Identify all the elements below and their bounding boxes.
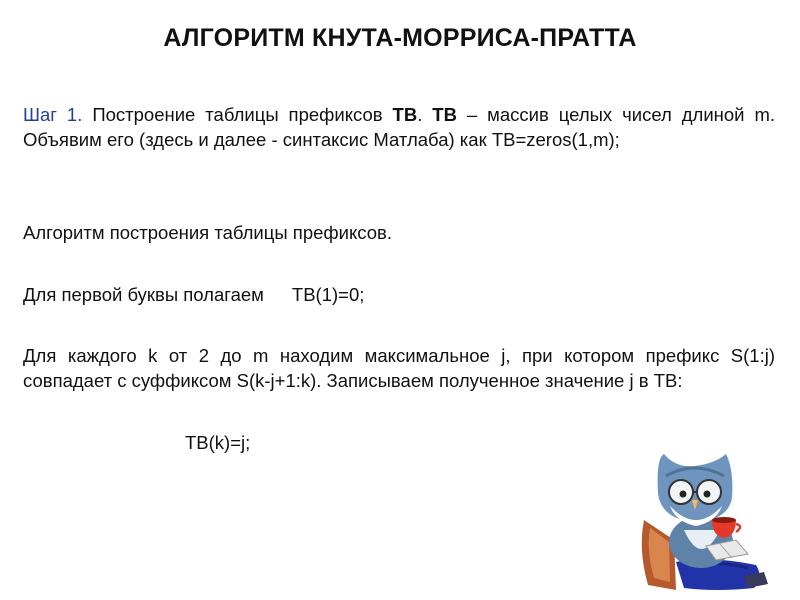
step1-text-c: – массив целых чисел длиной m. Объявим его (здесь и далее - синтаксис Матлаба) как TB=zeros(1,m); (23, 104, 775, 150)
step1-text-a: Построение таблицы префиксов (82, 104, 393, 125)
step1-text-b: . (417, 104, 433, 125)
first-letter-code: TB(1)=0; (291, 284, 365, 305)
step1-label: Шаг 1. (23, 104, 83, 125)
owl-professor-with-cup-icon (636, 450, 776, 595)
loop-description-paragraph: Для каждого k от 2 до m находим максимальное j, при котором префикс S(1:j) совпадает с суффиксом S(k-j+1:k). Записываем полученное значение j в TB: (23, 345, 775, 391)
step1-paragraph (23, 102, 775, 152)
first-letter-text: Для первой буквы полагаем (23, 284, 264, 305)
step1-tb-term-1: TB (392, 104, 418, 125)
slide-title: АЛГОРИТМ КНУТА-МОРРИСА-ПРАТТА (163, 24, 637, 52)
step1-tb-term-2: TB (432, 104, 457, 125)
first-letter-paragraph (23, 282, 775, 307)
algorithm-heading-paragraph: Алгоритм построения таблицы префиксов. (23, 222, 392, 243)
formula-line: TB(k)=j; (185, 432, 251, 453)
